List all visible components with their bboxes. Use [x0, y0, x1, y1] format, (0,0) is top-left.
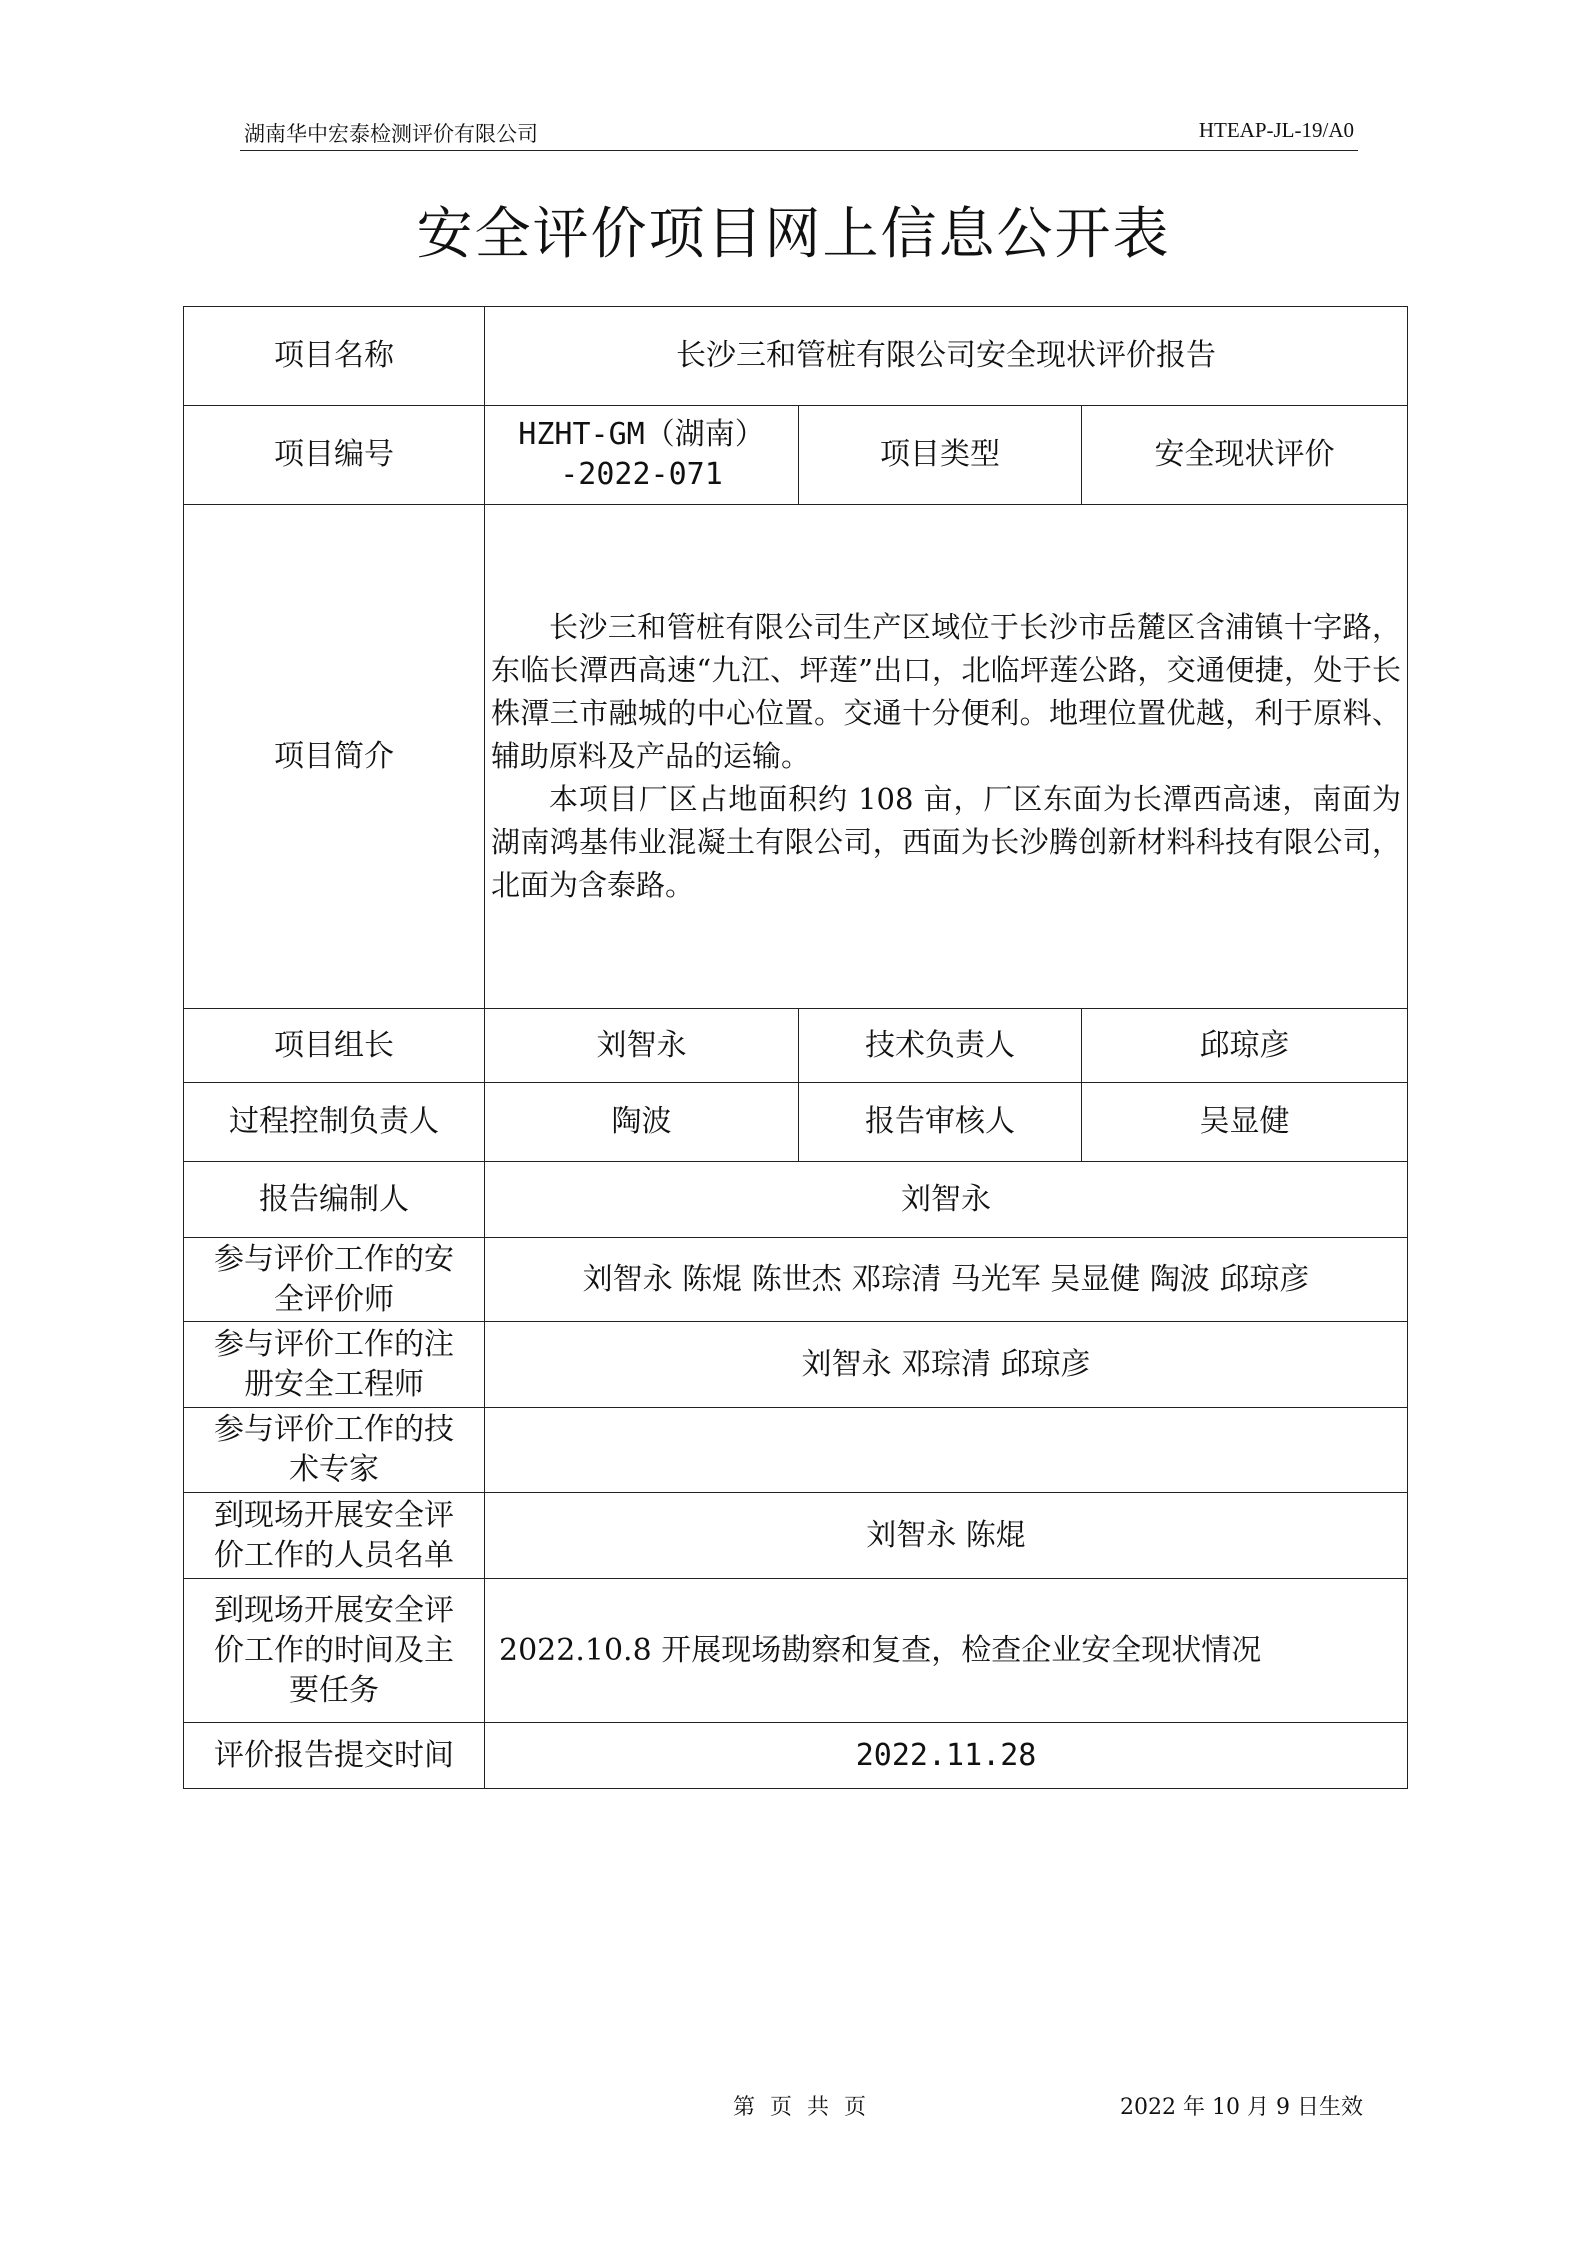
- evaluators-label-line2: 全评价师: [274, 1281, 394, 1317]
- compiler-label: 报告编制人: [184, 1162, 485, 1238]
- page-number: 第 页 共 页: [733, 2095, 870, 2120]
- site-task-label-line3: 要任务: [289, 1672, 379, 1708]
- intro-paragraph-2: 本项目厂区占地面积约 108 亩，厂区东面为长潭西高速，南面为湖南鸿基伟业混凝土有限公司，西面为长沙腾创新材料科技有限公司，北面为含泰路。: [491, 782, 1402, 902]
- table-row: [184, 1009, 1408, 1083]
- tech-lead-value: 邱琼彦: [1082, 1009, 1408, 1083]
- project-no-label: 项目编号: [184, 406, 485, 505]
- intro-value: [485, 505, 1408, 1009]
- leader-value: 刘智永: [485, 1009, 799, 1083]
- table-row: [184, 1238, 1408, 1322]
- table-row: [184, 505, 1408, 1009]
- site-staff-value: 刘智永 陈焜: [485, 1493, 1408, 1579]
- info-table: [183, 306, 1408, 1789]
- effective-date: 2022 年 10 月 9 日生效: [1120, 2095, 1363, 2120]
- site-task-label-line2: 价工作的时间及主: [214, 1632, 454, 1668]
- table-row: [184, 1493, 1408, 1579]
- project-type-label: 项目类型: [799, 406, 1082, 505]
- engineers-value: 刘智永 邓琮清 邱琼彦: [485, 1322, 1408, 1408]
- table-row: [184, 406, 1408, 505]
- experts-label: [184, 1408, 485, 1493]
- project-no-line2: -2022-071: [560, 457, 723, 492]
- page-title: 安全评价项目网上信息公开表: [416, 202, 1171, 267]
- process-control-label: 过程控制负责人: [184, 1083, 485, 1162]
- table-row: [184, 1579, 1408, 1723]
- reviewer-label: 报告审核人: [799, 1083, 1082, 1162]
- engineers-label: [184, 1322, 485, 1408]
- document-code: HTEAP-JL-19/A0: [1198, 118, 1354, 142]
- evaluators-label-line1: 参与评价工作的安: [214, 1241, 454, 1277]
- evaluators-label: [184, 1238, 485, 1322]
- compiler-value: 刘智永: [485, 1162, 1408, 1238]
- intro-label: 项目简介: [184, 505, 485, 1009]
- engineers-label-line2: 册安全工程师: [244, 1366, 424, 1402]
- site-staff-label-line2: 价工作的人员名单: [214, 1537, 454, 1573]
- site-task-label-line1: 到现场开展安全评: [214, 1592, 454, 1628]
- table-row: [184, 1083, 1408, 1162]
- submit-date-value: 2022.11.28: [485, 1723, 1408, 1789]
- page-header: [240, 112, 1358, 151]
- table-row: [184, 1162, 1408, 1238]
- submit-date-label: 评价报告提交时间: [184, 1723, 485, 1789]
- project-name-label: 项目名称: [184, 307, 485, 406]
- experts-label-line1: 参与评价工作的技: [214, 1412, 454, 1447]
- project-name-value: 长沙三和管桩有限公司安全现状评价报告: [485, 307, 1408, 406]
- project-no-line1: HZHT-GM（湖南）: [518, 417, 765, 452]
- table-row: [184, 1723, 1408, 1789]
- project-no-value: [485, 406, 799, 505]
- experts-value: [485, 1408, 1408, 1493]
- company-name: 湖南华中宏泰检测评价有限公司: [244, 122, 538, 146]
- table-row: [184, 1322, 1408, 1408]
- table-row: [184, 307, 1408, 406]
- tech-lead-label: 技术负责人: [799, 1009, 1082, 1083]
- engineers-label-line1: 参与评价工作的注: [214, 1326, 454, 1362]
- table-row: [184, 1408, 1408, 1493]
- leader-label: 项目组长: [184, 1009, 485, 1083]
- project-type-value: 安全现状评价: [1082, 406, 1408, 505]
- site-task-value: 2022.10.8 开展现场勘察和复查，检查企业安全现状情况: [485, 1579, 1408, 1723]
- site-task-label: [184, 1579, 485, 1723]
- experts-label-line2: 术专家: [289, 1452, 379, 1487]
- site-staff-label: [184, 1493, 485, 1579]
- evaluators-value: 刘智永 陈焜 陈世杰 邓琮清 马光军 吴显健 陶波 邱琼彦: [485, 1238, 1408, 1322]
- process-control-value: 陶波: [485, 1083, 799, 1162]
- reviewer-value: 吴显健: [1082, 1083, 1408, 1162]
- site-staff-label-line1: 到现场开展安全评: [214, 1497, 454, 1533]
- intro-paragraph-1: 长沙三和管桩有限公司生产区域位于长沙市岳麓区含浦镇十字路，东临长潭西高速“九江、坪莲”出口，北临坪莲公路，交通便捷，处于长株潭三市融城的中心位置。交通十分便利。地理位置优越，利于原料、辅助原料及产品的运输。: [491, 610, 1402, 773]
